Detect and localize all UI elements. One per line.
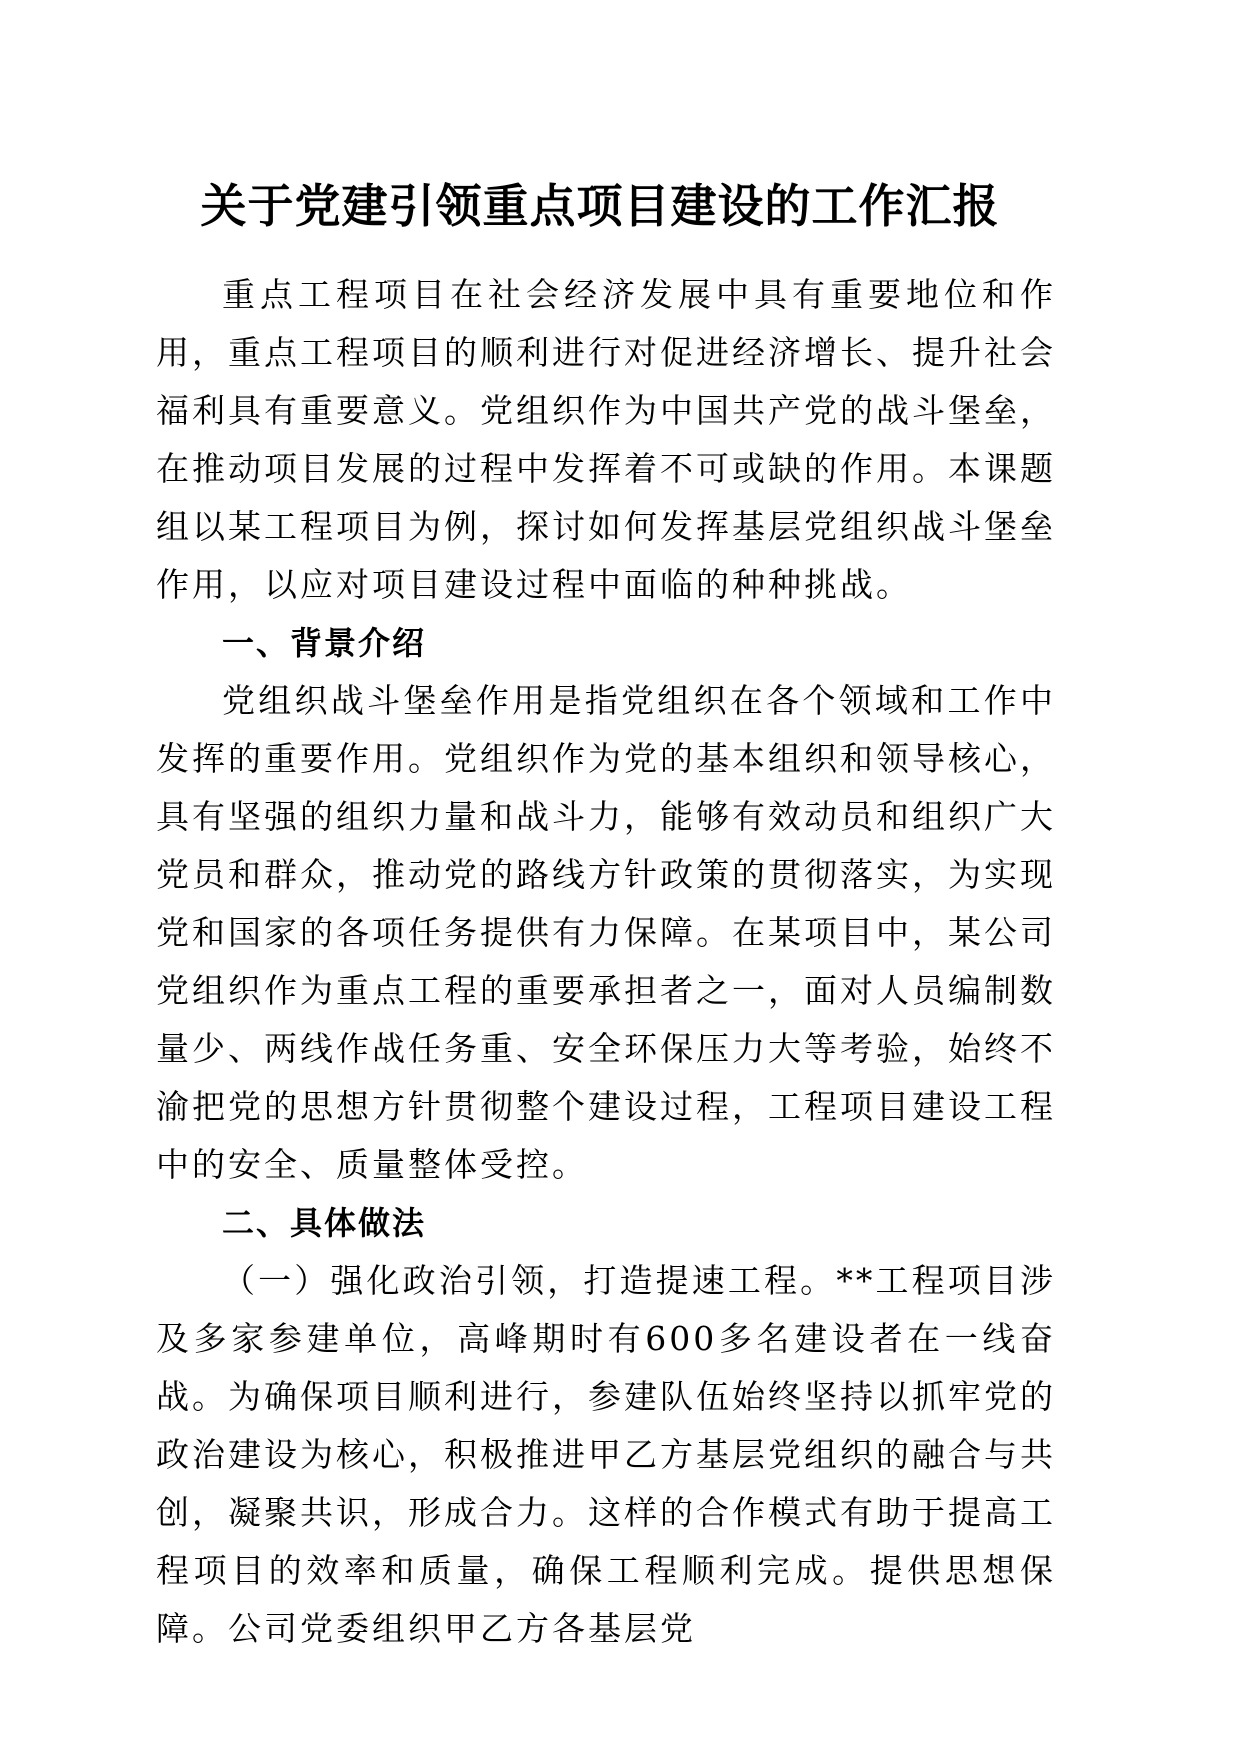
practices-paragraph: （一）强化政治引领，打造提速工程。**工程项目涉及多家参建单位，高峰期时有600多名建设者在一线奋战。为确保项目顺利进行，参建队伍始终坚持以抓牢党的政治建设为核心，积极推进甲乙方基层党组织的融合与共创，凝聚共识，形成合力。这样的合作模式有助于提高工程项目的效率和质量，确保工程顺利完成。提供思想保障。公司党委组织甲乙方各基层党	[156, 1261, 1056, 1648]
intro-paragraph: 重点工程项目在社会经济发展中具有重要地位和作用，重点工程项目的顺利进行对促进经济增长、提升社会福利具有重要意义。党组织作为中国共产党的战斗堡垒，在推动项目发展的过程中发挥着不可或缺的作用。本课题组以某工程项目为例，探讨如何发挥基层党组织战斗堡垒作用，以应对项目建设过程中面临的种种挑战。	[156, 275, 1056, 604]
document-body	[156, 266, 1056, 1658]
background-paragraph: 党组织战斗堡垒作用是指党组织在各个领域和工作中发挥的重要作用。党组织作为党的基本组织和领导核心，具有坚强的组织力量和战斗力，能够有效动员和组织广大党员和群众，推动党的路线方针政策的贯彻落实，为实现党和国家的各项任务提供有力保障。在某项目中，某公司党组织作为重点工程的重要承担者之一，面对人员编制数量少、两线作战任务重、安全环保压力大等考验，始终不渝把党的思想方针贯彻整个建设过程，工程项目建设工程中的安全、质量整体受控。	[156, 681, 1056, 1184]
section-heading-background: 一、背景介绍	[222, 624, 427, 662]
document-title: 关于党建引领重点项目建设的工作汇报	[200, 179, 1000, 233]
section-heading-practices: 二、具体做法	[222, 1204, 427, 1242]
